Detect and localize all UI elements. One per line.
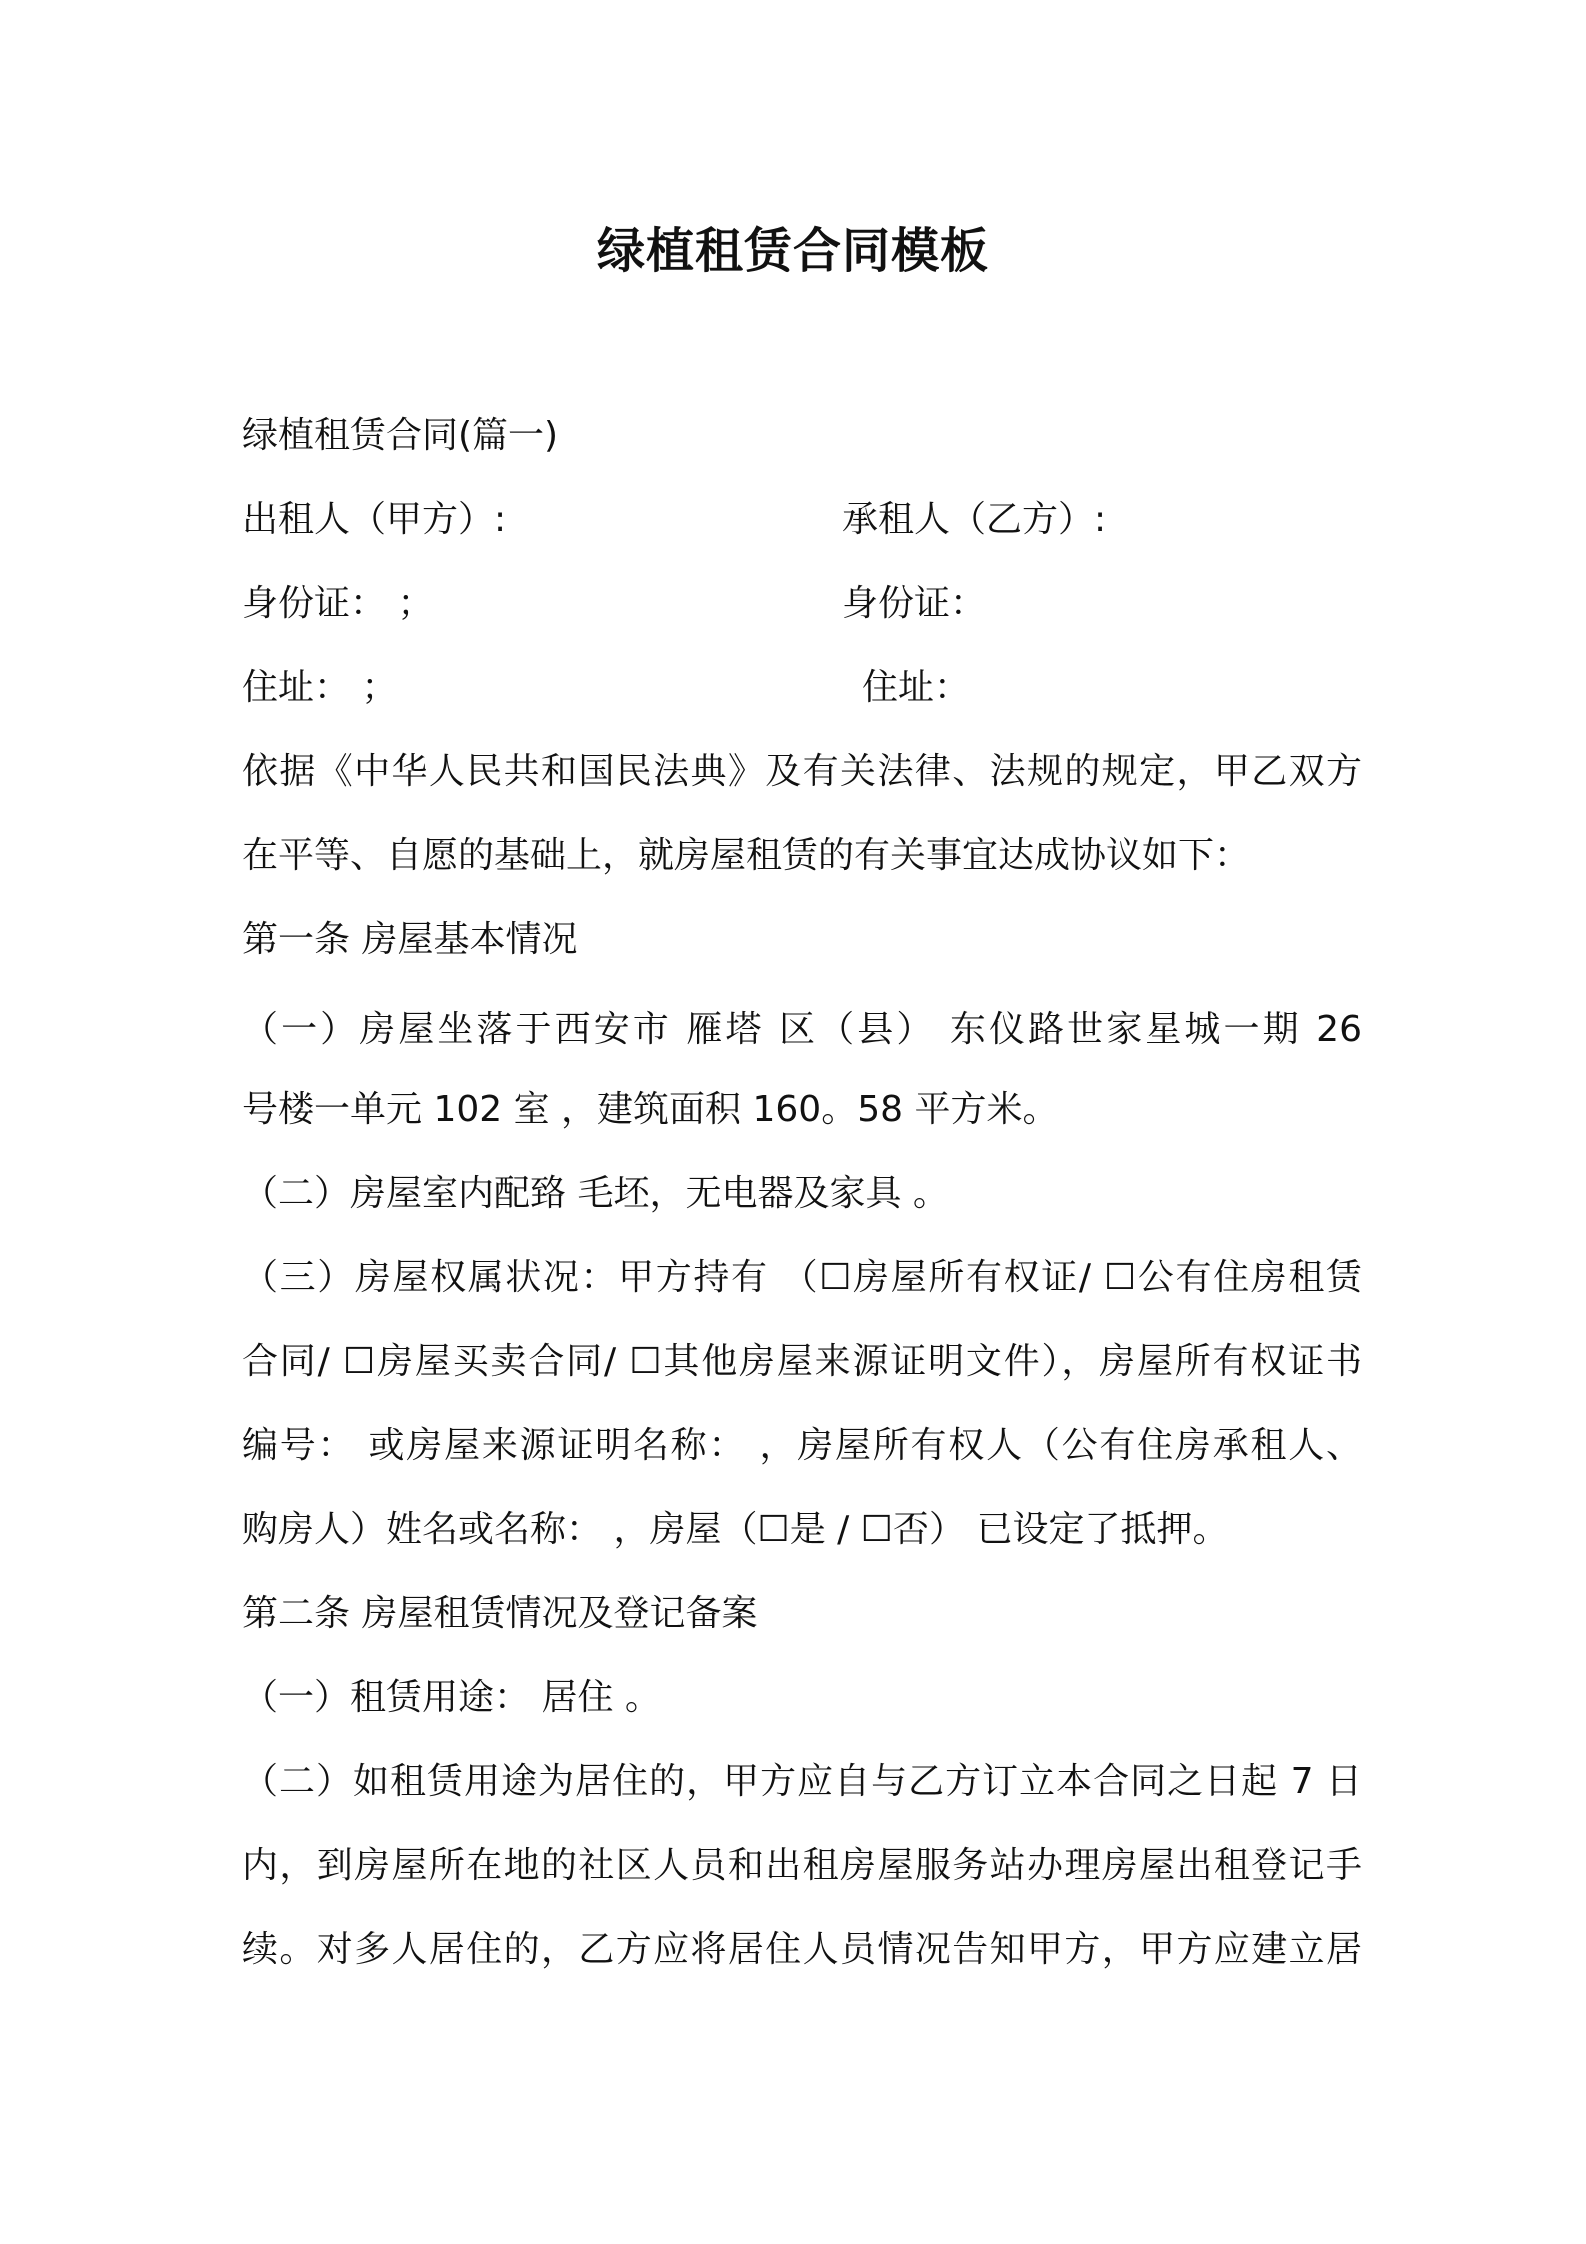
article-1-item-1-line-1: （一）房屋坐落于西安市 雁塔 区（县） 东仪路世家星城一期 26 (242, 1009, 1362, 1050)
lessee-address-field: 住址： (862, 667, 971, 708)
lessee-label: 承租人（乙方）: (842, 499, 1107, 540)
article-2-item-1: （一）租赁用途： 居住 。 (242, 1677, 661, 1718)
lessee-id-field: 身份证： (842, 583, 987, 624)
lessor-label: 出租人（甲方）: (242, 499, 507, 540)
article-1-item-2: （二）房屋室内配臵 毛坯，无电器及家具 。 (242, 1173, 949, 1214)
article-2-item-2-line-2: 内，到房屋所在地的社区人员和出租房屋服务站办理房屋出租登记手 (242, 1845, 1362, 1886)
contract-subtitle: 绿植租赁合同(篇一) (242, 415, 559, 456)
article-1-item-3-line-4: 购房人）姓名或名称： ，房屋（☐是 / ☐否） 已设定了抵押。 (242, 1509, 1229, 1550)
article-1-item-3-line-2: 合同/ ☐房屋买卖合同/ ☐其他房屋来源证明文件），房屋所有权证书 (242, 1341, 1362, 1382)
article-2-item-2-line-1: （二）如租赁用途为居住的，甲方应自与乙方订立本合同之日起 7 日 (242, 1761, 1362, 1802)
article-2-heading: 第二条 房屋租赁情况及登记备案 (242, 1593, 758, 1634)
article-1-heading: 第一条 房屋基本情况 (242, 919, 578, 960)
intro-line-1: 依据《中华人民共和国民法典》及有关法律、法规的规定，甲乙双方 (242, 751, 1362, 792)
article-1-item-3-line-1: （三）房屋权属状况：甲方持有 （☐房屋所有权证/ ☐公有住房租赁 (242, 1257, 1362, 1298)
document-title: 绿植租赁合同模板 (596, 223, 989, 279)
intro-line-2: 在平等、自愿的基础上，就房屋租赁的有关事宜达成协议如下： (242, 835, 1251, 876)
lessor-id-field: 身份证： ； (242, 583, 434, 624)
article-1-item-1-line-2: 号楼一单元 102 室 ，建筑面积 160。58 平方米。 (242, 1089, 1059, 1130)
article-2-item-2-line-3: 续。对多人居住的，乙方应将居住人员情况告知甲方，甲方应建立居 (242, 1929, 1362, 1970)
lessor-address-field: 住址： ； (242, 667, 398, 708)
article-1-item-3-line-3: 编号： 或房屋来源证明名称： ，房屋所有权人（公有住房承租人、 (242, 1425, 1362, 1466)
